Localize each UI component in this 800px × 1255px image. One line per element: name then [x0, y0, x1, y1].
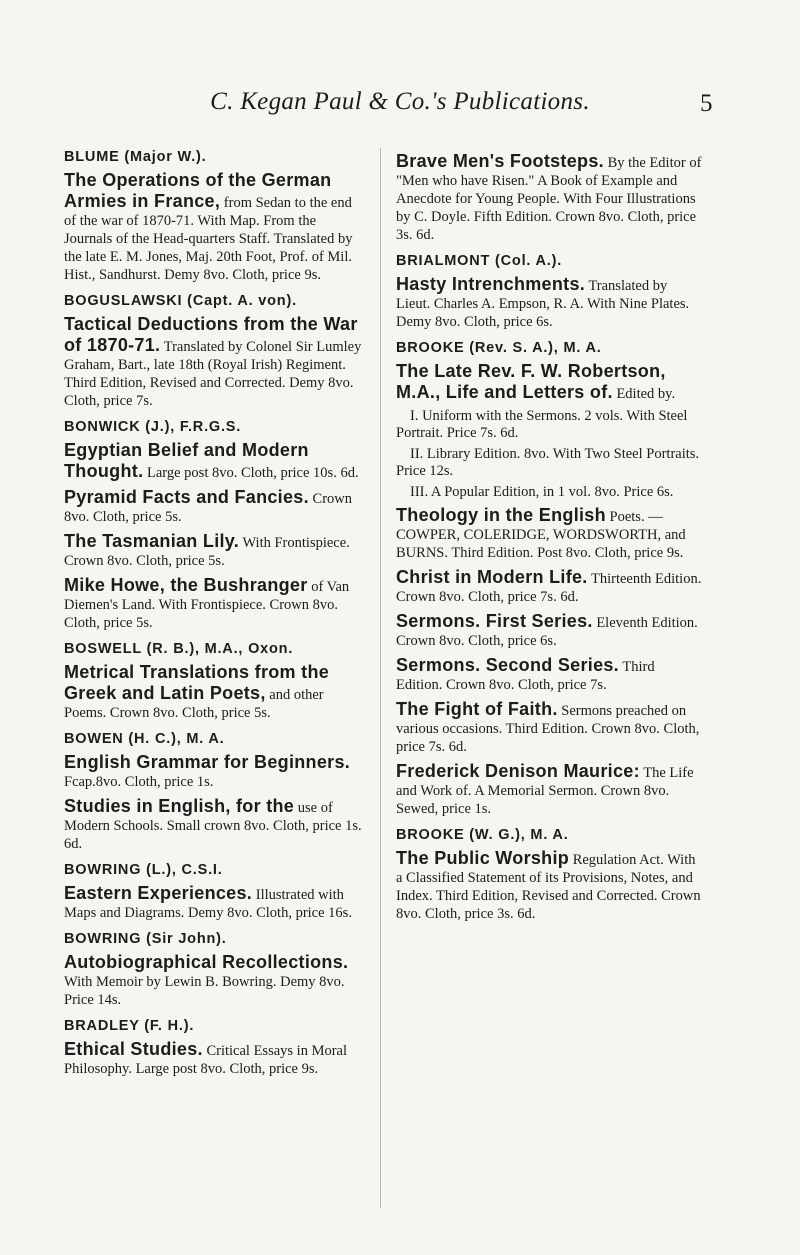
book-title: Pyramid Facts and Fancies. [64, 487, 309, 507]
book-title: The Fight of Faith. [396, 699, 558, 719]
book-listing [64, 796, 366, 853]
author-heading: BOWRING (L.), C.S.I. [64, 862, 223, 878]
book-listing [396, 699, 704, 756]
catalog-entry [64, 292, 366, 410]
book-listing [64, 487, 366, 526]
left-column [64, 148, 366, 1086]
author-heading: BROOKE (W. G.), M. A. [396, 827, 569, 843]
book-listing [64, 662, 366, 722]
author-heading: BROOKE (Rev. S. A.), M. A. [396, 340, 602, 356]
book-title: Mike Howe, the Bushranger [64, 575, 308, 595]
author-heading: BOWEN (H. C.), M. A. [64, 731, 225, 747]
book-details: of Van Diemen's Land. With Frontispiece. Crown 8vo. Cloth, price 5s. [64, 579, 350, 631]
book-listing [64, 1039, 366, 1078]
book-title: Theology in the English [396, 505, 606, 525]
book-listing [64, 952, 366, 1009]
page-number: 5 [700, 90, 713, 117]
book-title: Ethical Studies. [64, 1039, 203, 1059]
page-header [0, 88, 800, 128]
book-details: Large post 8vo. Cloth, price 10s. 6d. [147, 465, 359, 481]
book-details: Fcap.8vo. Cloth, price 1s. [64, 774, 214, 790]
book-title: Autobiographical Recollections. [64, 952, 349, 972]
book-details: Translated by Colonel Sir Lumley Graham, Bart., late 18th (Royal Irish) Regiment. Third Edition, Revised and Corrected. Demy 8vo. Cloth, price 7s. [64, 339, 362, 409]
book-listing [64, 314, 366, 410]
book-details: Critical Essays in Moral Philosophy. Large post 8vo. Cloth, price 9s. [64, 1043, 348, 1077]
book-title: Christ in Modern Life. [396, 567, 588, 587]
author-heading: BOSWELL (R. B.), M.A., Oxon. [64, 641, 294, 657]
book-details: By the Editor of "Men who have Risen." A Book of Example and Anecdote for Young People. With Four Illustrations by C. Doyle. Fifth Edition. Crown 8vo. Cloth, price 3s. 6d. [396, 155, 702, 243]
book-details: The Life and Work of. A Memorial Sermon. Crown 8vo. Sewed, price 1s. [396, 765, 694, 817]
book-details: from Sedan to the end of the war of 1870-71. With Map. From the Journals of the Head-quarters Staff. Translated by the late E. M. Jones, Maj. 20th Foot, Prof. of Mil. Hist., Sandhurst. Demy 8vo. Cloth, price 9s. [64, 195, 353, 283]
running-title: C. Kegan Paul & Co.'s Publications. [210, 88, 590, 115]
book-listing [396, 567, 704, 606]
author-heading: BRADLEY (F. H.). [64, 1018, 195, 1034]
book-details: Poets. — COWPER, COLERIDGE, WORDSWORTH, and BURNS. Third Edition. Post 8vo. Cloth, price 9s. [396, 509, 686, 561]
book-details: Regulation Act. With a Classified Statement of its Provisions, Notes, and Index. Third Edition, Revised and Corrected. Crown 8vo. Cloth, price 3s. 6d. [396, 852, 701, 922]
book-listing [396, 761, 704, 818]
book-title: Sermons. Second Series. [396, 655, 619, 675]
book-details: Illustrated with Maps and Diagrams. Demy 8vo. Cloth, price 16s. [64, 887, 352, 921]
book-details: Third Edition. Crown 8vo. Cloth, price 7s. [396, 659, 655, 693]
book-details: With Memoir by Lewin B. Bowring. Demy 8vo. Price 14s. [64, 974, 345, 1008]
catalog-entry [64, 1017, 366, 1078]
book-title: Brave Men's Footsteps. [396, 151, 604, 171]
catalog-entry [396, 252, 704, 331]
author-heading: BRIALMONT (Col. A.). [396, 253, 563, 269]
book-details: and other Poems. Crown 8vo. Cloth, price 5s. [64, 687, 324, 721]
book-listing [396, 151, 704, 244]
book-title: The Late Rev. F. W. Robertson, M.A., Life and Letters of. [396, 361, 666, 402]
catalog-entry [396, 151, 704, 244]
book-listing [64, 170, 366, 284]
book-listing [64, 752, 366, 791]
book-details: Thirteenth Edition. Crown 8vo. Cloth, price 7s. 6d. [396, 571, 702, 605]
book-details: Eleventh Edition. Crown 8vo. Cloth, price 6s. [396, 615, 698, 649]
book-details: Edited by. [616, 386, 676, 402]
author-heading: BONWICK (J.), F.R.G.S. [64, 419, 242, 435]
book-title: Tactical Deductions from the War of 1870-71. [64, 314, 358, 355]
catalog-entry [64, 730, 366, 853]
book-listing [396, 848, 704, 923]
author-heading: BOGUSLAWSKI (Capt. A. von). [64, 293, 297, 309]
book-title: Metrical Translations from the Greek and Latin Poets, [64, 662, 330, 703]
book-details: Sermons preached on various occasions. Third Edition. Crown 8vo. Cloth, price 7s. 6d. [396, 703, 700, 755]
book-listing [64, 575, 366, 632]
book-title: The Public Worship [396, 848, 570, 868]
book-listing [396, 274, 704, 331]
book-title: The Tasmanian Lily. [64, 531, 240, 551]
catalog-entry [64, 930, 366, 1009]
catalog-entry [396, 826, 704, 923]
book-listing [396, 655, 704, 694]
book-title: Studies in English, for the [64, 796, 295, 816]
edition-item: III. A Popular Edition, in 1 vol. 8vo. Price 6s. [410, 484, 674, 500]
book-details: Translated by Lieut. Charles A. Empson, R. A. With Nine Plates. Demy 8vo. Cloth, price 6s. [396, 278, 690, 330]
catalog-entry [64, 148, 366, 284]
book-listing [396, 611, 704, 650]
book-listing [64, 440, 366, 482]
book-title: English Grammar for Beginners. [64, 752, 351, 772]
edition-item: II. Library Edition. 8vo. With Two Steel Portraits. Price 12s. [396, 446, 700, 479]
book-details: use of Modern Schools. Small crown 8vo. Cloth, price 1s. 6d. [64, 800, 362, 852]
book-listing [396, 505, 704, 562]
book-title: Eastern Experiences. [64, 883, 253, 903]
right-column [396, 148, 704, 931]
book-listing [64, 883, 366, 922]
book-title: The Operations of the German Armies in France, [64, 170, 332, 211]
column-divider [380, 148, 381, 1208]
author-heading: BLUME (Major W.). [64, 149, 207, 165]
catalog-entry [396, 339, 704, 818]
book-details: Crown 8vo. Cloth, price 5s. [64, 491, 353, 525]
book-title: Egyptian Belief and Modern Thought. [64, 440, 309, 481]
book-title: Frederick Denison Maurice: [396, 761, 640, 781]
author-heading: BOWRING (Sir John). [64, 931, 227, 947]
book-title: Sermons. First Series. [396, 611, 593, 631]
book-details: With Frontispiece. Crown 8vo. Cloth, price 5s. [64, 535, 350, 569]
edition-item: I. Uniform with the Sermons. 2 vols. With Steel Portrait. Price 7s. 6d. [396, 408, 688, 441]
book-listing [396, 361, 704, 403]
catalog-entry [64, 640, 366, 722]
edition-list [396, 408, 704, 501]
catalog-entry [64, 861, 366, 922]
catalog-entry [64, 418, 366, 632]
book-title: Hasty Intrenchments. [396, 274, 586, 294]
book-listing [64, 531, 366, 570]
